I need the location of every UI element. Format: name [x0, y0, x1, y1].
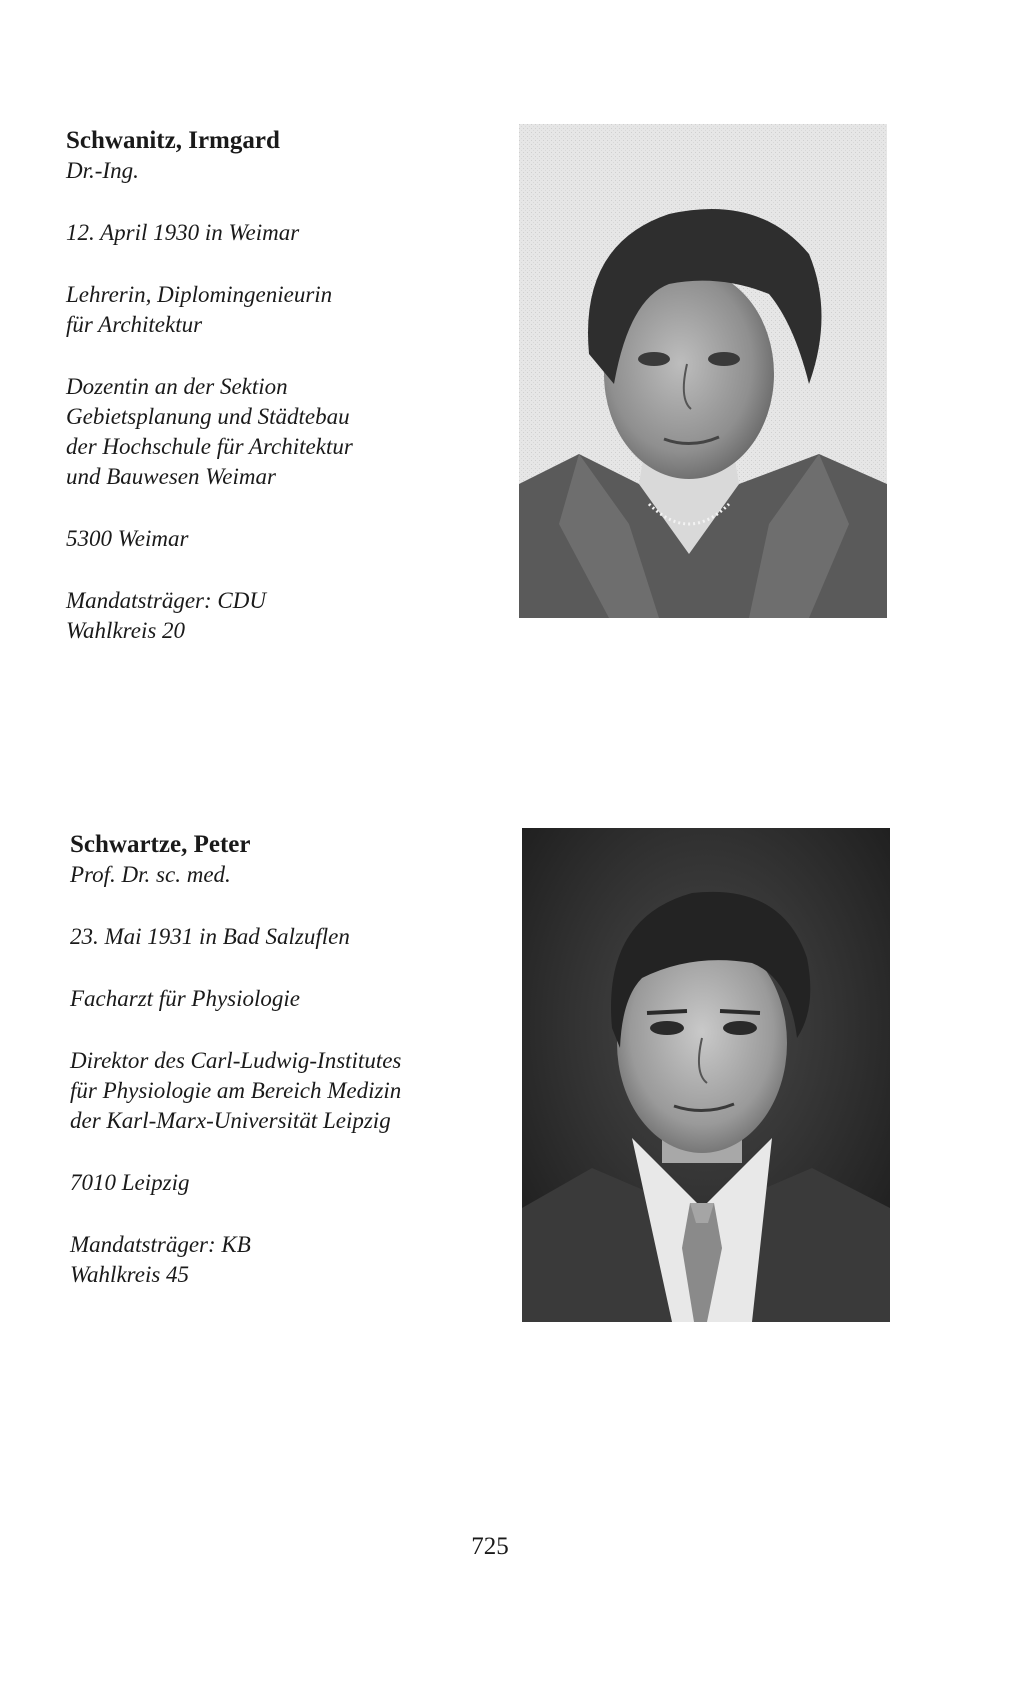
person-name: Schwartze, Peter	[70, 831, 251, 858]
birth-info: 12. April 1930 in Weimar	[66, 220, 300, 245]
portrait-woman-image	[519, 124, 887, 618]
electoral-district: Wahlkreis 45	[70, 1262, 190, 1287]
academic-title: Prof. Dr. sc. med.	[70, 862, 231, 887]
portrait-photo	[519, 124, 887, 618]
mandate: Mandatsträger: KB	[70, 1232, 251, 1257]
page-number: 725	[471, 1533, 509, 1560]
birth-block	[70, 922, 490, 952]
address: 7010 Leipzig	[70, 1170, 190, 1195]
mandate: Mandatsträger: CDU	[66, 588, 266, 613]
position-block	[70, 1046, 490, 1136]
profession-block	[70, 984, 490, 1014]
academic-title: Dr.-Ing.	[66, 158, 139, 183]
entry-text	[66, 126, 486, 646]
birth-info: 23. Mai 1931 in Bad Salzuflen	[70, 924, 350, 949]
birth-block	[66, 218, 486, 248]
position-line: und Bauwesen Weimar	[66, 464, 276, 489]
profession-line: Facharzt für Physiologie	[70, 986, 300, 1011]
entry-text	[70, 830, 490, 1290]
address: 5300 Weimar	[66, 526, 189, 551]
position-line: für Physiologie am Bereich Medizin	[70, 1078, 402, 1103]
portrait-photo	[522, 828, 890, 1322]
position-block	[66, 372, 486, 492]
mandate-block	[70, 1230, 490, 1290]
position-line: der Hochschule für Architektur	[66, 434, 353, 459]
position-line: Gebietsplanung und Städtebau	[66, 404, 350, 429]
mandate-block	[66, 586, 486, 646]
electoral-district: Wahlkreis 20	[66, 618, 186, 643]
position-line: der Karl-Marx-Universität Leipzig	[70, 1108, 391, 1133]
position-line: Direktor des Carl-Ludwig-Institutes	[70, 1048, 402, 1073]
address-block	[66, 524, 486, 554]
profession-block	[66, 280, 486, 340]
position-line: Dozentin an der Sektion	[66, 374, 288, 399]
profession-line: für Architektur	[66, 312, 203, 337]
address-block	[70, 1168, 490, 1198]
person-name: Schwanitz, Irmgard	[66, 127, 280, 154]
profession-line: Lehrerin, Diplomingenieurin	[66, 282, 333, 307]
portrait-man-image	[522, 828, 890, 1322]
